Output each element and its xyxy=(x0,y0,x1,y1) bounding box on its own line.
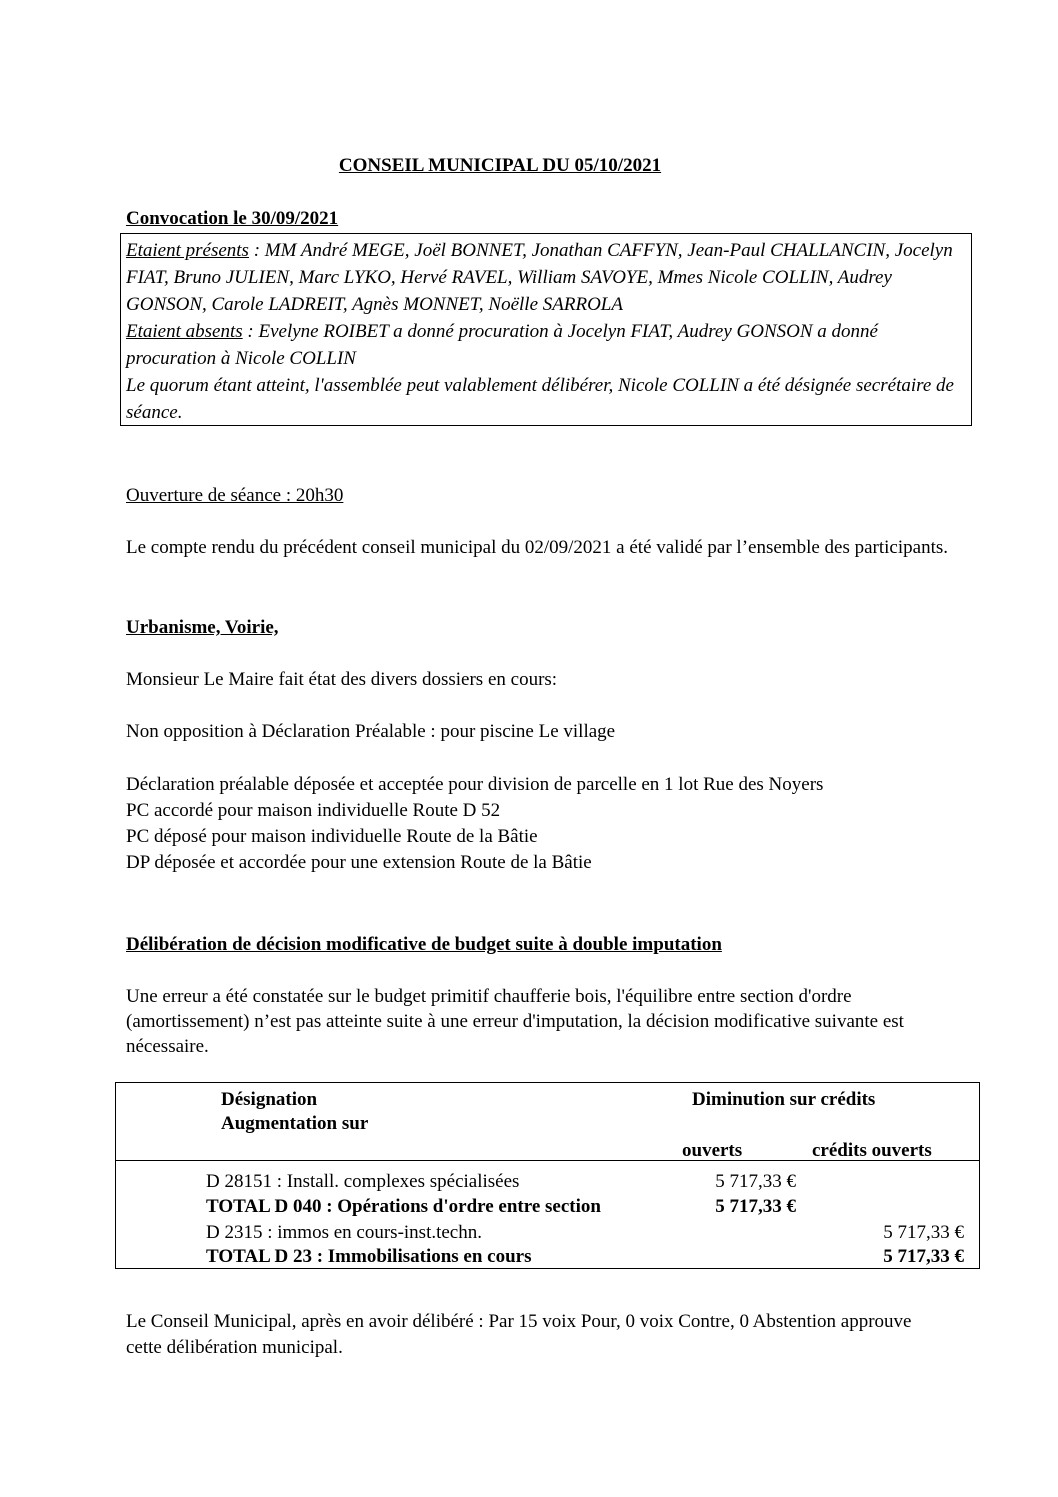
header-diminution: Diminution sur crédits xyxy=(692,1089,876,1110)
table-row-label: TOTAL D 040 : Opérations d'ordre entre section xyxy=(206,1196,601,1217)
list-item: Déclaration préalable déposée et acceptée pour division de parcelle en 1 lot Rue des Noyers xyxy=(126,774,824,795)
deliberation-heading: Délibération de décision modificative de budget suite à double imputation xyxy=(126,934,722,955)
present-list: : MM André MEGE, Joël BONNET, Jonathan CAFFYN, Jean-Paul CHALLANCIN, Jocelyn FIAT, Bruno JULIEN, Marc LYKO, Hervé RAVEL, William SAVOYE, Mmes Nicole COLLIN, Audrey GONSON, Carole LADREIT, Agnès MONNET, Noëlle SARROLA xyxy=(126,240,953,315)
table-row-diminution: 5 717,33 € xyxy=(715,1171,796,1192)
absent-list: : Evelyne ROIBET a donné procuration à Jocelyn FIAT, Audrey GONSON a donné procuration à Nicole COLLIN xyxy=(126,321,878,369)
attendance-box xyxy=(120,233,972,426)
header-augmentation: Augmentation sur xyxy=(221,1113,369,1134)
table-divider xyxy=(116,1160,979,1161)
urbanism-heading: Urbanisme, Voirie, xyxy=(126,617,279,638)
table-row-label: D 28151 : Install. complexes spécialisées xyxy=(206,1171,520,1192)
absent-label: Etaient absents xyxy=(126,321,243,342)
list-item: DP déposée et accordée pour une extension Route de la Bâtie xyxy=(126,852,592,873)
page-title: CONSEIL MUNICIPAL DU 05/10/2021 xyxy=(338,155,662,176)
non-opposition-text: Non opposition à Déclaration Préalable : pour piscine Le village xyxy=(126,721,616,742)
quorum-text: Le quorum étant atteint, l'assemblée peut valablement délibérer, Nicole COLLIN a été désignée secrétaire de séance. xyxy=(126,375,954,423)
table-row-label: D 2315 : immos en cours-inst.techn. xyxy=(206,1222,482,1243)
table-row-label: TOTAL D 23 : Immobilisations en cours xyxy=(206,1246,532,1267)
budget-table xyxy=(115,1082,980,1269)
header-ouverts: ouverts xyxy=(682,1140,743,1161)
convocation-date: Convocation le 30/09/2021 xyxy=(126,208,339,229)
opening-time: Ouverture de séance : 20h30 xyxy=(126,485,344,506)
vote-result-text: Le Conseil Municipal, après en avoir délibéré : Par 15 voix Pour, 0 voix Contre, 0 Abstention approuve cette délibération municipal. xyxy=(126,1311,912,1358)
absent-paragraph xyxy=(126,318,971,372)
previous-report-text: Le compte rendu du précédent conseil municipal du 02/09/2021 a été validé par l’ensemble des participants. xyxy=(126,537,949,558)
present-label: Etaient présents xyxy=(126,240,249,261)
list-item: PC accordé pour maison individuelle Route D 52 xyxy=(126,800,501,821)
table-row-augmentation: 5 717,33 € xyxy=(883,1222,964,1243)
list-item: PC déposé pour maison individuelle Route de la Bâtie xyxy=(126,826,538,847)
present-paragraph xyxy=(126,237,971,318)
table-row-diminution: 5 717,33 € xyxy=(715,1196,796,1217)
urbanism-list xyxy=(126,772,966,876)
urbanism-intro: Monsieur Le Maire fait état des divers dossiers en cours: xyxy=(126,669,558,690)
deliberation-text: Une erreur a été constatée sur le budget primitif chaufferie bois, l'équilibre entre section d'ordre (amortissement) n’est pas atteinte suite à une erreur d'imputation, la décision modificative suivante est nécessaire. xyxy=(126,986,904,1057)
header-credits-ouverts: crédits ouverts xyxy=(812,1140,932,1161)
header-designation: Désignation xyxy=(221,1089,318,1110)
table-row-augmentation: 5 717,33 € xyxy=(883,1246,964,1267)
